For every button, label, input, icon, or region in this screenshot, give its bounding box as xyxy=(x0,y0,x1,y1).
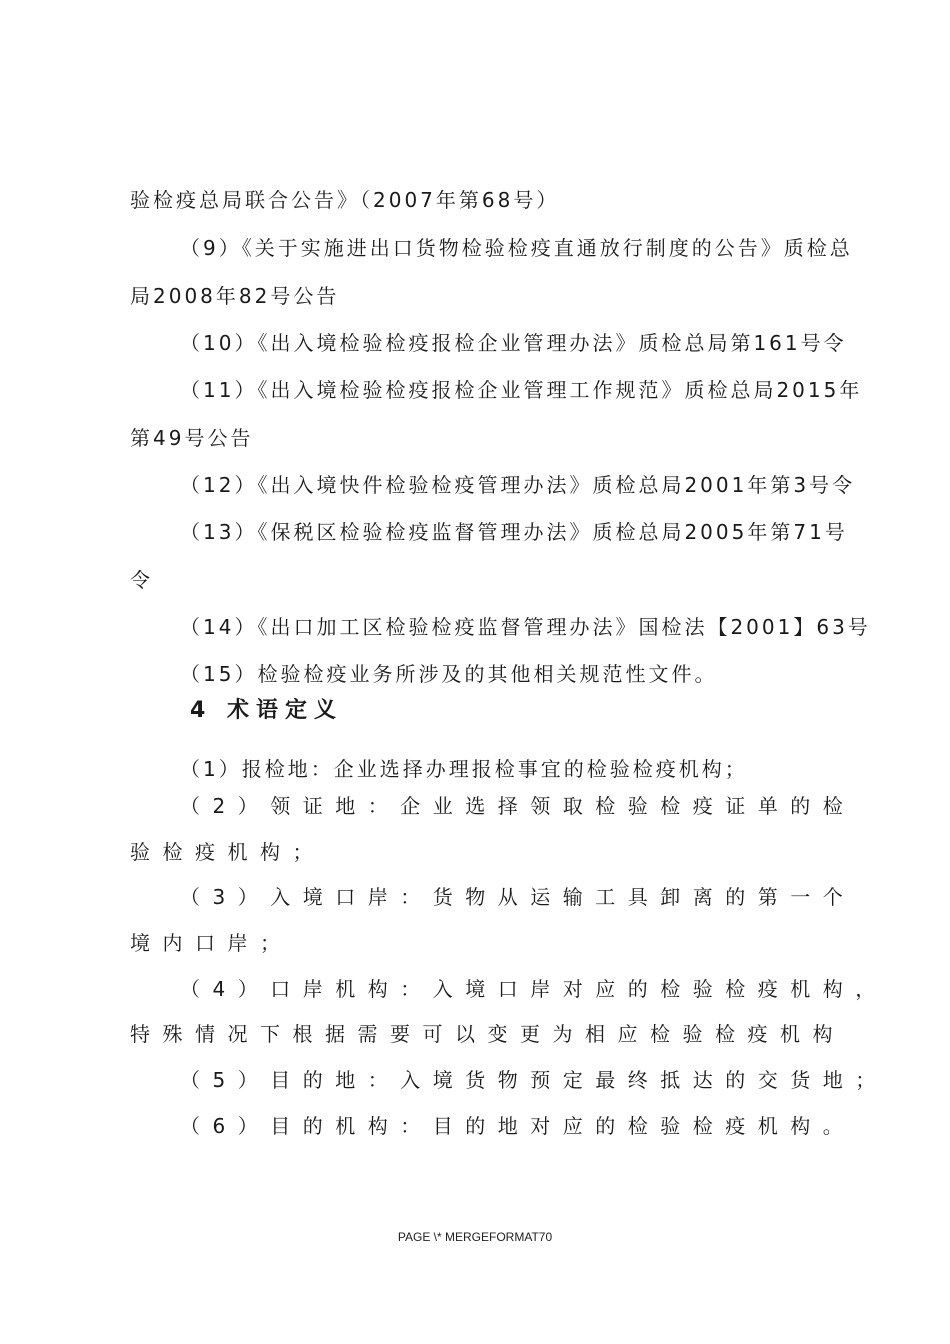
term-line: 特殊情况下根据需要可以变更为相应检验检疫机构 xyxy=(130,1022,845,1046)
text-line: （15）检验检疫业务所涉及的其他相关规范性文件。 xyxy=(180,662,718,686)
term-line: 验检疫机构； xyxy=(130,840,325,864)
text-line: （14）《出口加工区检验检疫监督管理办法》国检法【2001】63号 xyxy=(180,615,871,639)
text-line: 验检疫总局联合公告》（2007年第68号） xyxy=(130,188,560,212)
term-line: （3）入境口岸：货物从运输工具卸离的第一个 xyxy=(180,885,856,909)
text-line: 令 xyxy=(130,568,153,592)
section-heading: 4 术语定义 xyxy=(190,698,343,723)
term-line: （6）目的机构：目的地对应的检验检疫机构。 xyxy=(180,1114,856,1138)
page-footer: PAGE \* MERGEFORMAT70 xyxy=(397,1230,553,1244)
text-line: 局2008年82号公告 xyxy=(130,284,340,308)
term-line: （2）领证地：企业选择领取检验检疫证单的检 xyxy=(180,794,856,818)
term-line: 境内口岸； xyxy=(130,931,293,955)
text-line: （11）《出入境检验检疫报检企业管理工作规范》质检总局2015年 xyxy=(180,378,863,402)
term-line: （4）口岸机构：入境口岸对应的检验检疫机构， xyxy=(180,977,888,1001)
text-line: （12）《出入境快件检验检疫管理办法》质检总局2001年第3号令 xyxy=(180,473,856,497)
text-line: （13）《保税区检验检疫监督管理办法》质检总局2005年第71号 xyxy=(180,520,848,544)
text-line: 第49号公告 xyxy=(130,426,254,450)
text-line: （9）《关于实施进出口货物检验检疫直通放行制度的公告》质检总 xyxy=(180,236,853,260)
text-line: （10）《出入境检验检疫报检企业管理办法》质检总局第161号令 xyxy=(180,331,847,355)
term-line: （1）报检地：企业选择办理报检事宜的检验检疫机构； xyxy=(180,757,748,781)
term-line: （5）目的地：入境货物预定最终抵达的交货地； xyxy=(180,1068,888,1092)
